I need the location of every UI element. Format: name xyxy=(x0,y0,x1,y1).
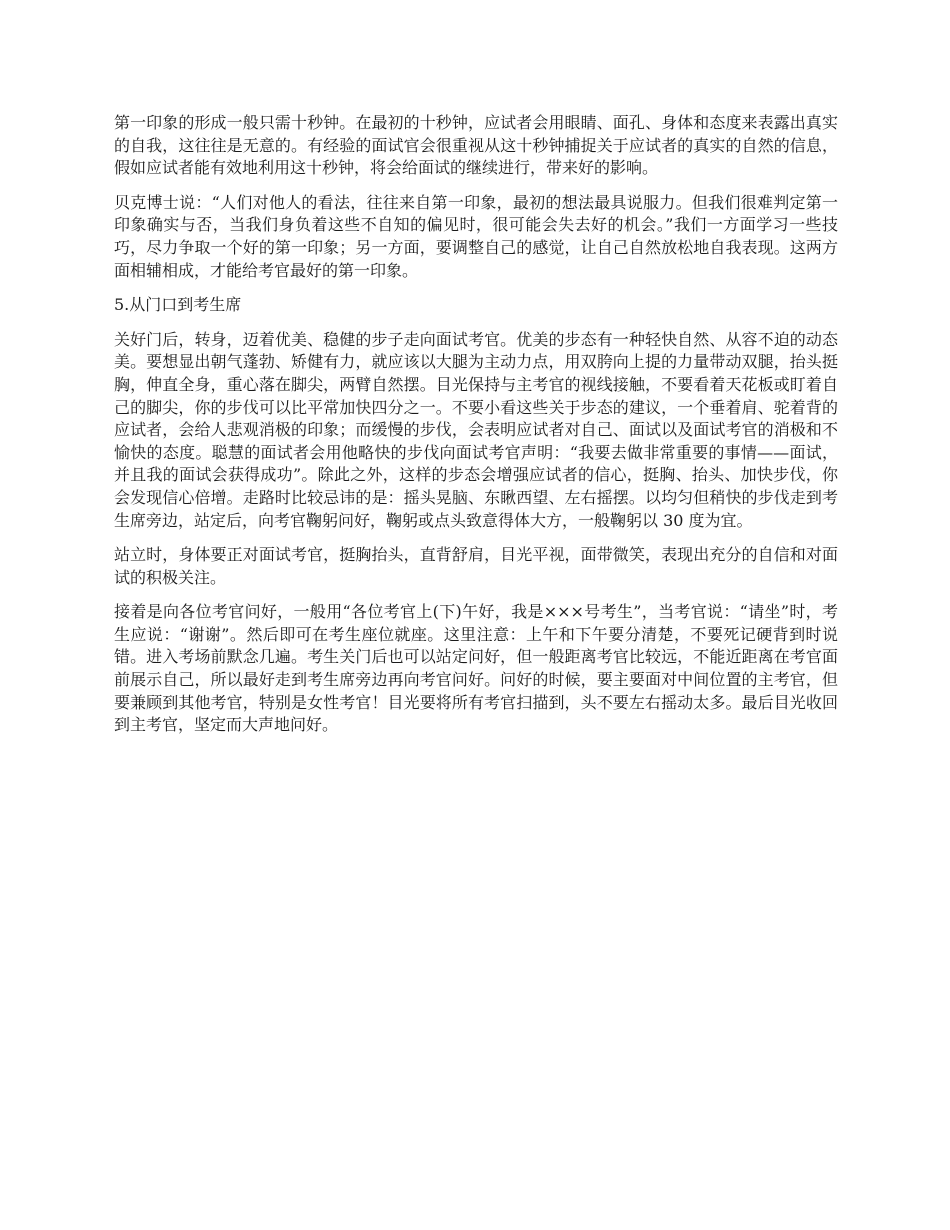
paragraph-dr-beck-quote: 贝克博士说：“人们对他人的看法，往往来自第一印象，最初的想法最具说服力。但我们很难判定第一印象确实与否，当我们身负着这些不自知的偏见时，很可能会失去好的机会。”我们一方面学习一些技巧，尽力争取一个好的第一印象；另一方面，要调整自己的感觉，让自己自然放松地自我表现。这两方面相辅相成，才能给考官最好的第一印象。 xyxy=(114,192,838,280)
paragraph-walking-posture: 关好门后，转身，迈着优美、稳健的步子走向面试考官。优美的步态有一种轻快自然、从容不迫的动态美。要想显出朝气蓬勃、矫健有力，就应该以大腿为主动力点，用双胯向上提的力量带动双腿，抬头挺胸，伸直全身，重心落在脚尖，两臂自然摆。目光保持与主考官的视线接触，不要看着天花板或盯着自己的脚尖，你的步伐可以比平常加快四分之一。不要小看这些关于步态的建议，一个垂着肩、驼着背的应试者，会给人悲观消极的印象；而缓慢的步伐，会表明应试者对自己、面试以及面试考官的消极和不愉快的态度。聪慧的面试者会用他略快的步伐向面试考官声明：“我要去做非常重要的事情——面试，并且我的面试会获得成功”。除此之外，这样的步态会增强应试者的信心，挺胸、抬头、加快步伐，你会发现信心倍增。走路时比较忌讳的是：摇头晃脑、东瞅西望、左右摇摆。以均匀但稍快的步伐走到考生席旁边，站定后，向考官鞠躬问好，鞠躬或点头致意得体大方，一般鞠躬以 30 度为宜。 xyxy=(114,329,838,530)
paragraph-first-impression: 第一印象的形成一般只需十秒钟。在最初的十秒钟，应试者会用眼睛、面孔、身体和态度来表露出真实的自我，这往往是无意的。有经验的面试官会很重视从这十秒钟捕捉关于应试者的真实的自然的信息，假如应试者能有效地利用这十秒钟，将会给面试的继续进行，带来好的影响。 xyxy=(114,113,838,178)
document-page xyxy=(114,112,838,749)
paragraph-greeting: 接着是向各位考官问好，一般用“各位考官上(下)午好，我是×××号考生”，当考官说：“请坐”时，考生应说：“谢谢”。然后即可在考生座位就座。这里注意：上午和下午要分清楚，不要死记硬背到时说错。进入考场前默念几遍。考生关门后也可以站定问好，但一般距离考官比较远，不能近距离在考官面前展示自己，所以最好走到考生席旁边再向考官问好。问好的时候，要主要面对中间位置的主考官，但要兼顾到其他考官，特别是女性考官！目光要将所有考官扫描到，头不要左右摇动太多。最后目光收回到主考官，坚定而大声地问好。 xyxy=(114,602,838,735)
section-heading-door-to-seat: 5.从门口到考生席 xyxy=(114,295,242,315)
paragraph-standing: 站立时，身体要正对面试考官，挺胸抬头，直背舒肩，目光平视，面带微笑，表现出充分的自信和对面试的积极关注。 xyxy=(114,545,838,587)
